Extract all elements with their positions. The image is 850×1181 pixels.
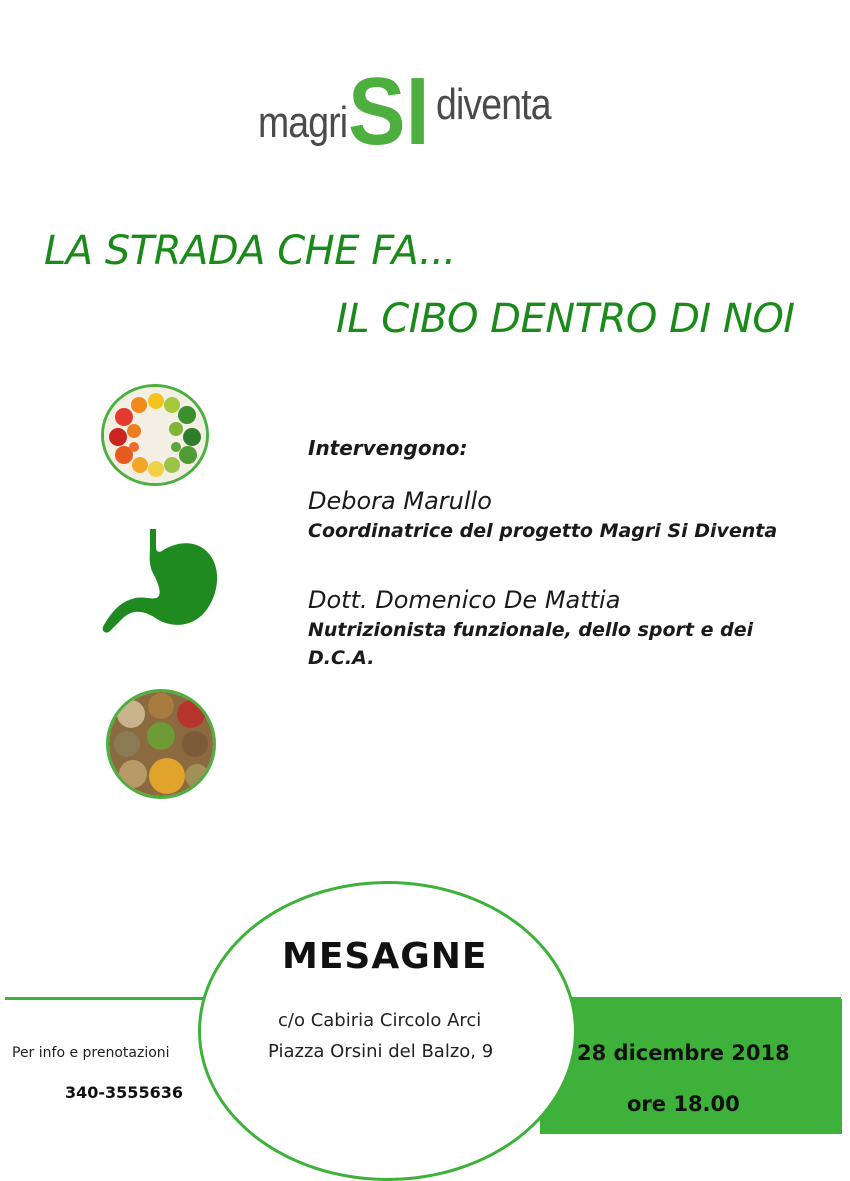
logo-word-si: SI	[348, 58, 430, 165]
event-date: 28 dicembre 2018	[577, 1041, 790, 1065]
logo-word-magri: magri	[258, 98, 348, 147]
speaker-1-name: Debora Marullo	[308, 487, 492, 515]
stomach-icon	[100, 525, 220, 637]
speaker-2-role-line-2: D.C.A.	[308, 647, 375, 669]
contact-label: Per info e prenotazioni	[12, 1045, 170, 1061]
contact-phone: 340-3555636	[65, 1083, 183, 1102]
venue-line-1: c/o Cabiria Circolo Arci	[278, 1010, 482, 1031]
venue-line-2: Piazza Orsini del Balzo, 9	[268, 1041, 494, 1062]
logo-word-diventa: diventa	[436, 80, 551, 129]
fruits-vegetables-circle-icon	[101, 384, 209, 486]
event-city: MESAGNE	[282, 936, 488, 977]
headline-line-1: LA STRADA CHE FA...	[44, 228, 456, 274]
brand-logo	[258, 58, 558, 165]
speaker-2-name: Dott. Domenico De Mattia	[308, 586, 621, 614]
speaker-2-role-line-1: Nutrizionista funzionale, dello sport e dei	[308, 619, 754, 641]
speaker-1-role: Coordinatrice del progetto Magri Si Diventa	[308, 520, 778, 542]
legumes-grains-circle-icon	[106, 689, 216, 799]
venue-oval	[198, 881, 577, 1181]
headline-line-2: IL CIBO DENTRO DI NOI	[336, 296, 795, 342]
event-time: ore 18.00	[627, 1092, 740, 1116]
speakers-intro: Intervengono:	[308, 436, 468, 460]
